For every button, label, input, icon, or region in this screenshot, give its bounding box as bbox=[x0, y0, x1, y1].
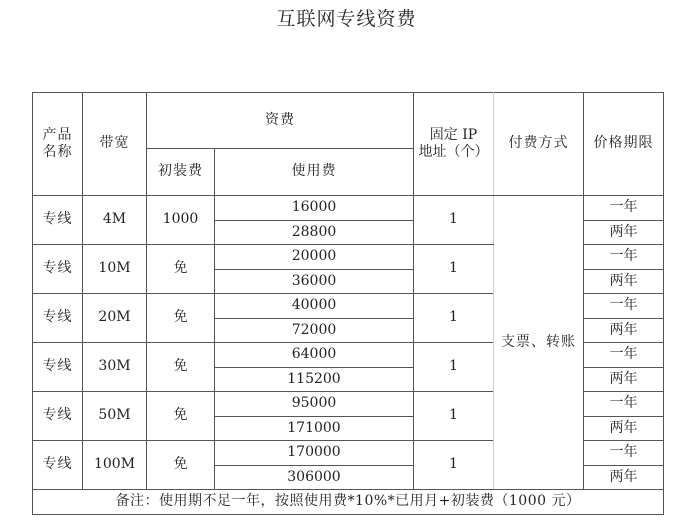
cell-price-term: 两年 bbox=[584, 269, 664, 294]
cell-product: 专线 bbox=[33, 441, 83, 490]
cell-install-fee: 免 bbox=[147, 245, 215, 294]
cell-install-fee: 免 bbox=[147, 294, 215, 343]
cell-price-term: 两年 bbox=[584, 318, 664, 343]
cell-price-term: 一年 bbox=[584, 294, 664, 319]
footnote: 备注：使用期不足一年，按照使用费*10%*已用月+初装费（1000 元） bbox=[33, 490, 664, 515]
cell-usage-fee: 306000 bbox=[215, 465, 414, 490]
cell-product: 专线 bbox=[33, 245, 83, 294]
cell-price-term: 一年 bbox=[584, 441, 664, 466]
header-install-fee: 初装费 bbox=[147, 149, 215, 196]
cell-price-term: 两年 bbox=[584, 416, 664, 441]
cell-fixed-ip: 1 bbox=[414, 343, 494, 392]
header-fixed-ip: 固定 IP 地址（个） bbox=[414, 93, 494, 196]
cell-install-fee: 免 bbox=[147, 441, 215, 490]
cell-product: 专线 bbox=[33, 343, 83, 392]
cell-payment-method: 支票、转账 bbox=[494, 196, 584, 490]
cell-usage-fee: 16000 bbox=[215, 196, 414, 221]
cell-usage-fee: 36000 bbox=[215, 269, 414, 294]
cell-bandwidth: 50M bbox=[83, 392, 147, 441]
header-payment-method: 付费方式 bbox=[494, 93, 584, 196]
cell-bandwidth: 30M bbox=[83, 343, 147, 392]
header-price-term: 价格期限 bbox=[584, 93, 664, 196]
cell-usage-fee: 28800 bbox=[215, 220, 414, 245]
cell-price-term: 两年 bbox=[584, 367, 664, 392]
pricing-table bbox=[32, 92, 664, 515]
cell-fixed-ip: 1 bbox=[414, 196, 494, 245]
cell-price-term: 一年 bbox=[584, 245, 664, 270]
header-fees: 资费 bbox=[147, 93, 414, 149]
cell-product: 专线 bbox=[33, 196, 83, 245]
cell-bandwidth: 4M bbox=[83, 196, 147, 245]
header-product-name: 产品 名称 bbox=[33, 93, 83, 196]
cell-product: 专线 bbox=[33, 392, 83, 441]
cell-usage-fee: 40000 bbox=[215, 294, 414, 319]
cell-install-fee: 1000 bbox=[147, 196, 215, 245]
cell-usage-fee: 95000 bbox=[215, 392, 414, 417]
cell-price-term: 一年 bbox=[584, 392, 664, 417]
cell-fixed-ip: 1 bbox=[414, 245, 494, 294]
header-bandwidth: 带宽 bbox=[83, 93, 147, 196]
cell-price-term: 一年 bbox=[584, 196, 664, 221]
cell-fixed-ip: 1 bbox=[414, 392, 494, 441]
cell-usage-fee: 72000 bbox=[215, 318, 414, 343]
cell-price-term: 一年 bbox=[584, 343, 664, 368]
header-usage-fee: 使用费 bbox=[215, 149, 414, 196]
page-title: 互联网专线资费 bbox=[276, 8, 417, 30]
table-row bbox=[33, 196, 664, 221]
cell-price-term: 两年 bbox=[584, 465, 664, 490]
cell-product: 专线 bbox=[33, 294, 83, 343]
cell-usage-fee: 20000 bbox=[215, 245, 414, 270]
cell-usage-fee: 115200 bbox=[215, 367, 414, 392]
note-row bbox=[33, 490, 664, 515]
cell-bandwidth: 10M bbox=[83, 245, 147, 294]
cell-fixed-ip: 1 bbox=[414, 441, 494, 490]
cell-usage-fee: 171000 bbox=[215, 416, 414, 441]
header-row bbox=[33, 93, 664, 149]
cell-usage-fee: 170000 bbox=[215, 441, 414, 466]
cell-price-term: 两年 bbox=[584, 220, 664, 245]
cell-usage-fee: 64000 bbox=[215, 343, 414, 368]
cell-install-fee: 免 bbox=[147, 392, 215, 441]
cell-bandwidth: 100M bbox=[83, 441, 147, 490]
cell-bandwidth: 20M bbox=[83, 294, 147, 343]
cell-fixed-ip: 1 bbox=[414, 294, 494, 343]
cell-install-fee: 免 bbox=[147, 343, 215, 392]
